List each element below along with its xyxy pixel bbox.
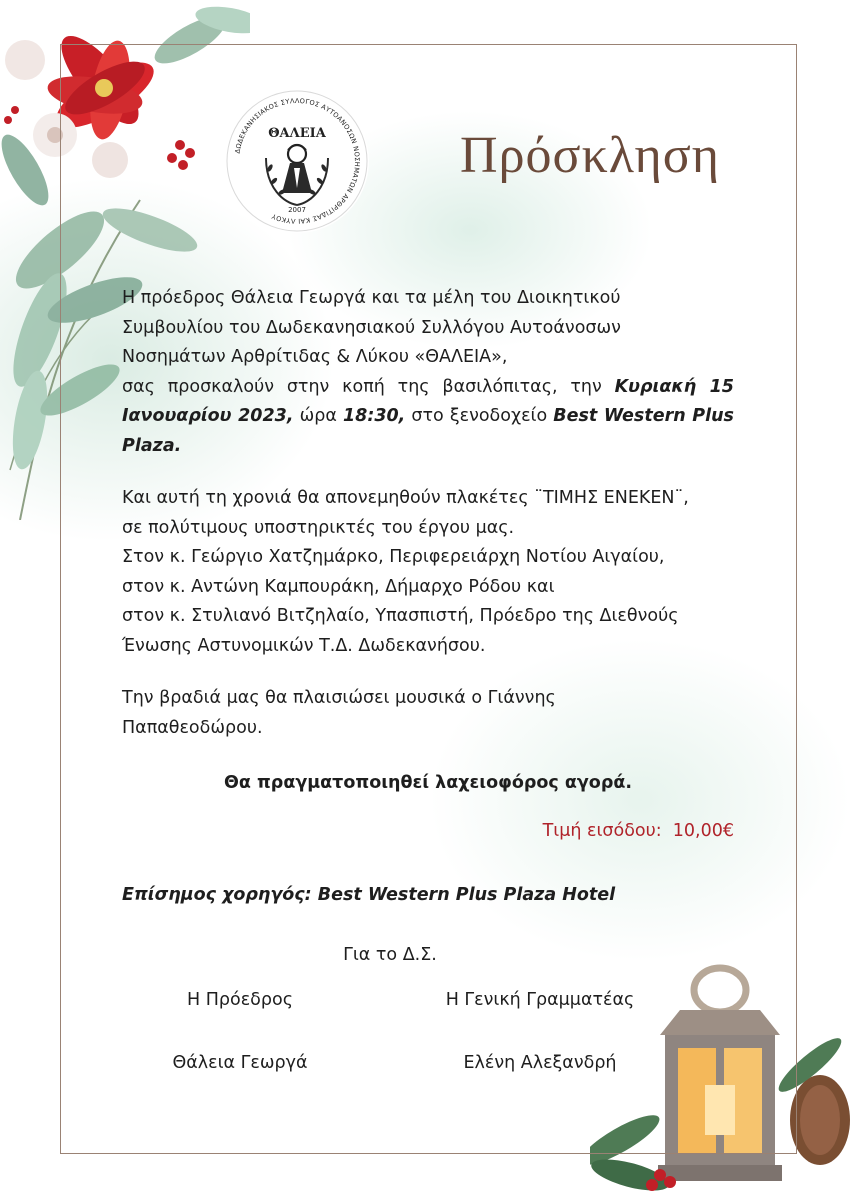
awards-line: Στον κ. Γεώργιο Χατζημάρκο, Περιφερειάρχη Νοτίου Αιγαίου, — [122, 547, 665, 567]
awards-line: Και αυτή τη χρονιά θα απονεμηθούν πλακέτες ¨ΤΙΜΗΣ ΕΝΕΚΕΝ¨, — [122, 488, 689, 508]
invite-prefix: σας προσκαλούν στην κοπή της βασιλόπιτας, την — [122, 376, 615, 397]
awards-line: Ένωσης Αστυνομικών Τ.Δ. Δωδεκανήσου. — [122, 635, 486, 656]
secretary-role: Η Γενική Γραμματέας — [445, 990, 635, 1010]
awards-line: σε πολύτιμους υποστηρικτές του έργου μας. — [122, 517, 515, 538]
ticket-price: 10,00€ — [672, 821, 734, 841]
music-line: Παπαθεοδώρου. — [122, 717, 263, 738]
intro-line: Συμβουλίου του Δωδεκανησιακού Συλλόγου Αυτοάνοσων — [122, 317, 621, 338]
page-title: Πρόσκληση — [460, 127, 720, 184]
music-paragraph — [122, 684, 734, 743]
ticket-price-line — [122, 817, 734, 847]
awards-line: στον κ. Στυλιανό Βιτζηλαίο, Υπασπιστή, Πρόεδρο της Διεθνούς — [122, 606, 679, 626]
for-board-label: Για το Δ.Σ. — [343, 945, 437, 965]
intro-line: Η πρόεδρος Θάλεια Γεωργά και τα μέλη του Διοικητικού — [122, 288, 621, 308]
logo-year: 2007 — [288, 206, 306, 214]
logo-ring-text: ΔΩΔΕΚΑΝΗΣΙΑΚΟΣ ΣΥΛΛΟΓΟΣ ΑΥΤΟΑΝΟΣΩΝ ΝΟΣΗΜΑΤΩΝ ΑΡΘΡΙΤΙΔΑΣ ΚΑΙ ΛΥΚΟΥ — [233, 96, 362, 226]
event-time: 18:30, — [342, 406, 406, 426]
awards-paragraph — [122, 484, 734, 661]
event-venue: Best Western Plus Plaza. — [122, 406, 734, 456]
venue-prefix: στο ξενοδοχείο — [405, 406, 554, 426]
secretary-name: Ελένη Αλεξανδρή — [463, 1053, 617, 1073]
invitation-paragraph — [122, 284, 734, 461]
president-name: Θάλεια Γεωργά — [172, 1053, 308, 1073]
invite-text — [122, 373, 734, 462]
association-logo — [224, 88, 370, 234]
logo-name: ΘΑΛΕΙΑ — [268, 126, 326, 141]
sponsor-line: Επίσημος χορηγός: Best Western Plus Plaza Hotel — [122, 885, 616, 905]
awards-line: στον κ. Αντώνη Καμπουράκη, Δήμαρχο Ρόδου και — [122, 576, 555, 597]
president-role: Η Πρόεδρος — [187, 990, 293, 1010]
event-date: Κυριακή 15 Ιανουαρίου 2023, — [122, 376, 734, 426]
music-line: Την βραδιά μας θα πλαισιώσει μουσικά ο Γιάννης — [122, 688, 556, 708]
lottery-note: Θα πραγματοποιηθεί λαχειοφόρος αγορά. — [223, 773, 633, 793]
time-prefix: ώρα — [293, 406, 343, 426]
ticket-label: Τιμή εισόδου: — [542, 821, 662, 841]
intro-line: Νοσημάτων Αρθρίτιδας & Λύκου «ΘΑΛΕΙΑ», — [122, 347, 508, 367]
